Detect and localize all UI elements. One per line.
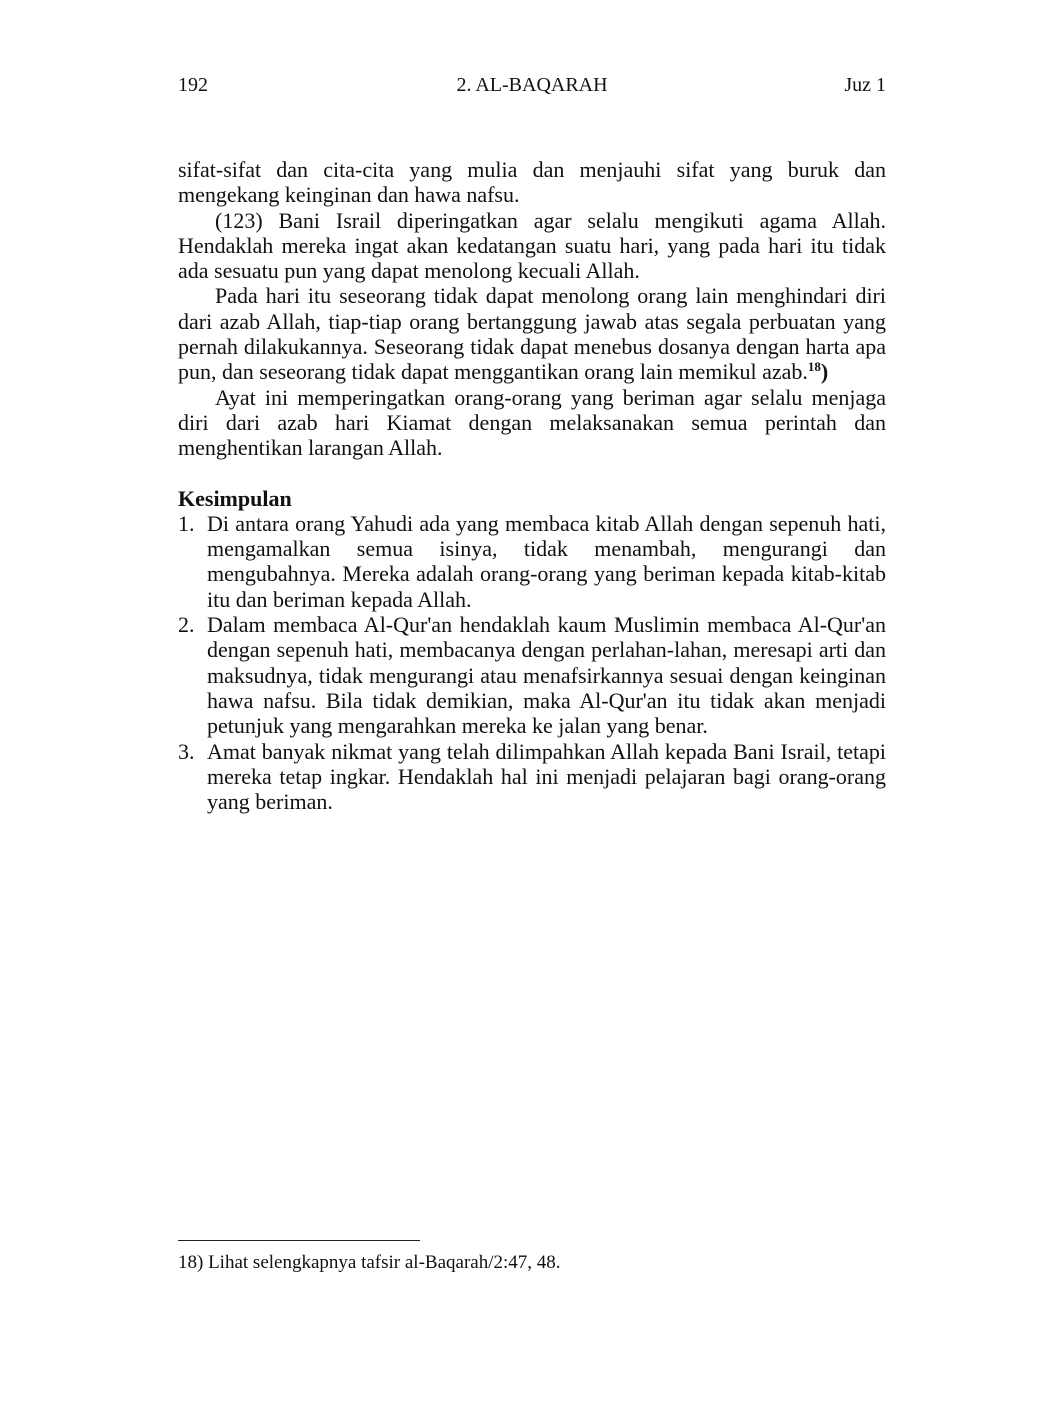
main-text	[178, 157, 886, 814]
paragraph-verse-123: (123) Bani Israil diperingatkan agar selalu mengikuti agama Allah. Hendaklah mereka ingat akan kedatangan suatu hari, yang pada hari itu tidak ada sesuatu pun yang dapat menolong kecuali Allah.	[178, 207, 886, 284]
list-item	[178, 612, 886, 738]
footnote-reference-paren: )	[820, 359, 829, 385]
juz-label: Juz 1	[844, 74, 886, 96]
running-title: 2. AL-BAQARAH	[456, 74, 608, 96]
list-item	[178, 511, 886, 612]
section-heading-kesimpulan: Kesimpulan	[178, 485, 292, 511]
list-item-number: 3.	[178, 738, 195, 764]
list-item-text: Amat banyak nikmat yang telah dilimpahkan Allah kepada Bani Israil, tetapi mereka tetap ingkar. Hendaklah hal ini menjadi pelajaran bagi orang-orang yang beriman.	[207, 738, 886, 815]
list-item-number: 1.	[178, 510, 195, 536]
footnote-reference[interactable]: 18	[807, 359, 821, 375]
list-item-text: Dalam membaca Al-Qur'an hendaklah kaum Muslimin membaca Al-Qur'an dengan sepenuh hati, membacanya dengan perlahan-lahan, meresapi arti dan maksudnya, tidak mengurangi atau menafsirkannya sesuai dengan keinginan hawa nafsu. Bila tidak demikian, maka Al-Qur'an itu tidak akan menjadi petunjuk yang mengarahkan mereka ke jalan yang benar.	[207, 612, 886, 739]
conclusion-list	[178, 511, 886, 815]
page-number: 192	[178, 74, 208, 96]
list-item-number: 2.	[178, 612, 195, 638]
list-item	[178, 739, 886, 815]
paragraph-warning: Ayat ini memperingatkan orang-orang yang beriman agar selalu menjaga diri dari azab hari Kiamat dengan melaksanakan semua perintah dan menghentikan larangan Allah.	[178, 384, 886, 461]
list-item-text: Di antara orang Yahudi ada yang membaca kitab Allah dengan sepenuh hati, mengamalkan semua isinya, tidak menambah, mengurangi dan mengubahnya. Mereka adalah orang-orang yang beriman kepada kitab-kitab itu dan beriman kepada Allah.	[207, 510, 886, 612]
paragraph-responsibility	[178, 283, 886, 384]
page-header	[178, 70, 886, 100]
footnote-18: 18) Lihat selengkapnya tafsir al-Baqarah/2:47, 48.	[178, 1252, 561, 1273]
paragraph-continuation: sifat-sifat dan cita-cita yang mulia dan menjauhi sifat yang buruk dan mengekang keinginan dan hawa nafsu.	[178, 157, 886, 208]
paragraph-responsibility-text: Pada hari itu seseorang tidak dapat menolong orang lain menghindari diri dari azab Allah, tiap-tiap orang bertanggung jawab atas segala perbuatan yang pernah dilakukannya. Seseorang tidak dapat menebus dosanya dengan harta apa pun, dan seseorang tidak dapat menggantikan orang lain memikul azab.	[178, 283, 886, 385]
footnote-divider	[178, 1240, 420, 1241]
